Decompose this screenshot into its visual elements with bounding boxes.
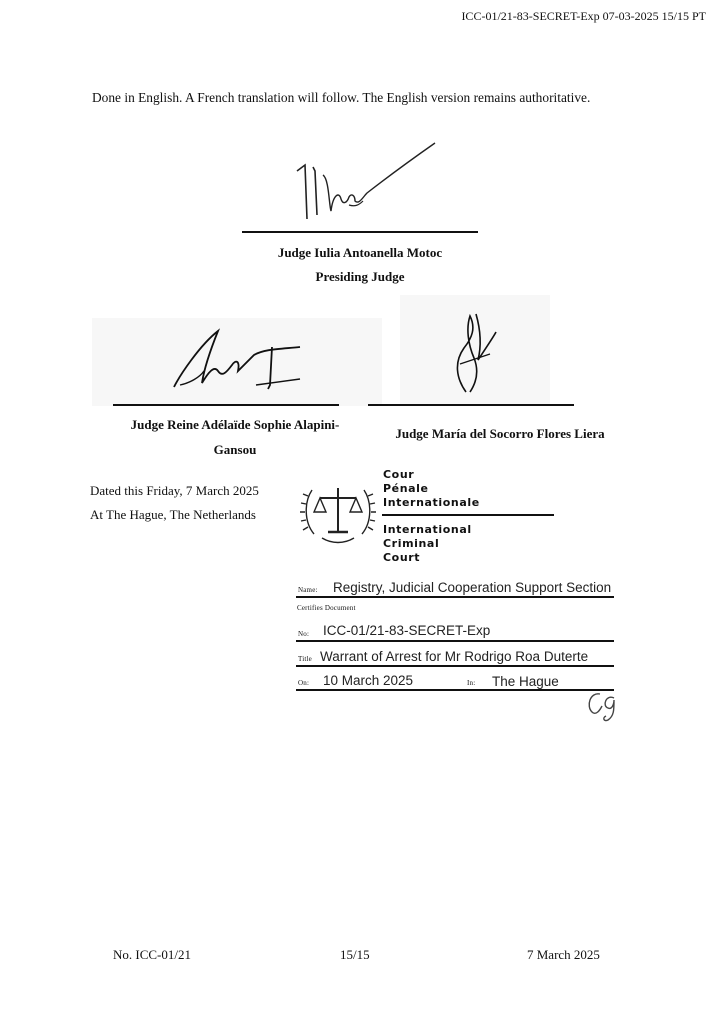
on-label: On: bbox=[298, 679, 310, 687]
left-judge-name-line2: Gansou bbox=[213, 442, 257, 457]
stamp-fr-line3: Internationale bbox=[383, 496, 480, 509]
footer-page-number: 15/15 bbox=[340, 947, 370, 962]
title-label: Title bbox=[298, 655, 312, 663]
right-signature-line bbox=[368, 404, 574, 406]
presiding-judge-role: Presiding Judge bbox=[315, 269, 405, 284]
certifies-label: Certifies Document bbox=[297, 604, 356, 612]
number-field-line bbox=[296, 640, 614, 642]
on-in-field-line bbox=[296, 689, 614, 691]
footer-case-number: No. ICC-01/21 bbox=[113, 947, 191, 962]
stamp-en-line2: Criminal bbox=[383, 537, 440, 550]
stamp-en-line3: Court bbox=[383, 551, 421, 564]
stamp-fr-line1: Cour bbox=[383, 468, 415, 481]
left-judge-signature bbox=[160, 325, 330, 400]
in-value: The Hague bbox=[492, 674, 559, 689]
stamp-divider bbox=[382, 514, 554, 516]
dated-line: Dated this Friday, 7 March 2025 bbox=[90, 483, 259, 498]
right-judge-signature bbox=[440, 308, 510, 398]
name-value: Registry, Judicial Cooperation Support Section bbox=[333, 580, 612, 595]
presiding-judge-signature bbox=[285, 135, 445, 225]
title-field-line bbox=[296, 665, 614, 667]
icc-scales-emblem bbox=[298, 476, 378, 548]
footer-date: 7 March 2025 bbox=[527, 947, 600, 962]
right-judge-name: Judge María del Socorro Flores Liera bbox=[395, 426, 605, 441]
number-label: No: bbox=[298, 630, 310, 638]
on-value: 10 March 2025 bbox=[323, 673, 414, 688]
stamp-fr-line2: Pénale bbox=[383, 482, 429, 495]
name-label: Name: bbox=[298, 586, 318, 594]
presiding-judge-name: Judge Iulia Antoanella Motoc bbox=[277, 245, 443, 260]
document-reference: ICC-01/21-83-SECRET-Exp 07-03-2025 15/15 PT bbox=[461, 9, 706, 23]
presiding-signature-line bbox=[242, 231, 478, 233]
number-value: ICC-01/21-83-SECRET-Exp bbox=[323, 623, 491, 638]
stamp-court-name-french bbox=[383, 468, 480, 510]
title-value: Warrant of Arrest for Mr Rodrigo Roa Duterte bbox=[320, 649, 589, 664]
name-field-line bbox=[296, 596, 614, 598]
in-label: In: bbox=[467, 679, 476, 687]
initials-signature bbox=[584, 688, 624, 722]
left-signature-line bbox=[113, 404, 339, 406]
place-line: At The Hague, The Netherlands bbox=[90, 507, 256, 522]
stamp-en-line1: International bbox=[383, 523, 472, 536]
left-judge-name-line1: Judge Reine Adélaïde Sophie Alapini- bbox=[130, 417, 340, 432]
language-statement: Done in English. A French translation will follow. The English version remains authoritative. bbox=[92, 90, 591, 105]
stamp-court-name-english bbox=[383, 523, 472, 565]
